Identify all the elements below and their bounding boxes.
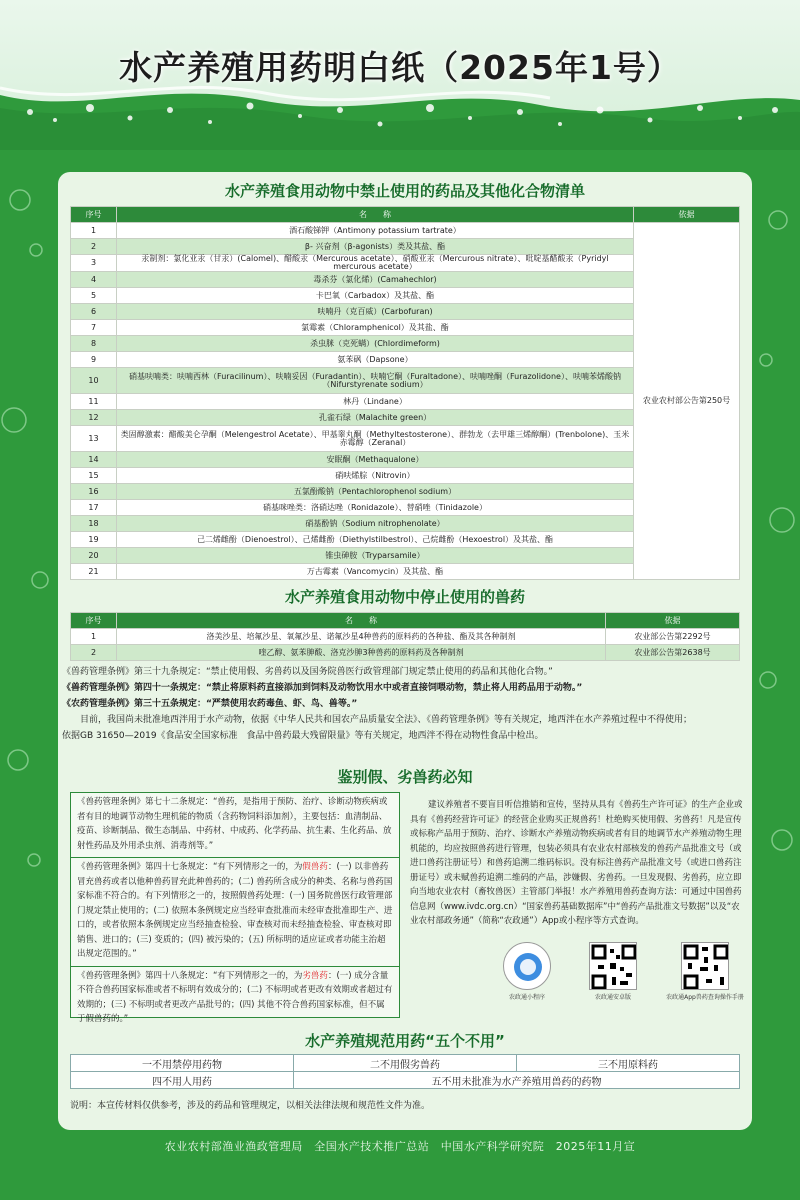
row-name: 己二烯雌酚（Dienoestrol）、己烯雌酚（Diethylstilbestrol）、己烷雌酚（Hexoestrol）及其盐、酯 [117,532,634,548]
five-no-row-1 [71,1055,740,1072]
five-no-title: 水产养殖规范用药“五个不用” [305,1032,505,1050]
table-row [71,629,740,645]
row-no: 6 [71,304,117,320]
row-no: 14 [71,452,117,468]
row-name: 硝基酚钠（Sodium nitrophenolate） [117,516,634,532]
five-no-table [70,1054,740,1089]
header-name: 名 称 [117,613,606,629]
row-name: 林丹（Lindane） [117,394,634,410]
regulation-text [62,664,692,744]
article-72: 《兽药管理条例》第七十二条规定：“兽药，是指用于预防、治疗、诊断动物疾病或者有目的地调节动物生理机能的物质（含药物饲料添加剂），主要包括：血清制品、疫苗、诊断制品、微生态制品、中药材、中成药、化学药品、抗生素、生化药品、放射性药品及外用杀虫剂、消毒剂等。” [71,793,399,858]
row-name: 硝基呋喃类：呋喃西林（Furacilinum）、呋喃妥因（Furadantin）、呋喃它酮（Furaltadone）、呋喃唑酮（Furazolidone）、呋喃苯烯酸钠（Nifurstyrenate sodium） [117,368,634,394]
regulation-box [70,792,400,1024]
table-row [71,645,740,661]
row-no: 10 [71,368,117,394]
row-name: 五氯酚酸钠（Pentachlorophenol sodium） [117,484,634,500]
article-48-post: ：(一) 成分含量不符合兽药国家标准或者不标明有效成分的；(二) 不标明或者更改有效期或者超过有效期的；(三) 不标明或者更改产品批号的；(四) 其他不符合兽药国家标准，但不属于假兽药的。” [77,970,393,1024]
qr-label: 农政通安卓版 [594,994,631,1001]
identify-title: 鉴别假、劣兽药必知 [337,768,473,786]
row-name: 氯霉素（Chloramphenicol）及其盐、酯 [117,320,634,336]
five-no-item: 三不用原料药 [517,1055,740,1072]
five-no-item: 二不用假劣兽药 [294,1055,517,1072]
row-name: 呋喃丹（克百威）(Carbofuran) [117,304,634,320]
row-no: 21 [71,564,117,580]
stopped-table-header [71,613,740,629]
header-basis: 依据 [634,207,740,223]
fake-drug-label: 假兽药 [302,862,328,872]
content-panel [58,172,752,1130]
row-basis: 农业部公告第2638号 [606,645,740,661]
page-title: 水产养殖用药明白纸（2025年1号） [119,48,681,87]
row-no: 19 [71,532,117,548]
advice-paragraph: 建议养殖者不要盲目听信推销和宣传，坚持从具有《兽药生产许可证》的生产企业或具有《兽药经营许可证》的经营企业购买正规兽药！杜绝购买使用假、劣兽药！凡是宣传或标称产品用于预防、治疗、诊断水产养殖动物疾病或者有目的地调节水产养殖动物生理机能的，均应按照兽药进行管理，包装必须具有农业农村部核发的兽药产品批准文号（或进口兽药注册证号）和兽药追溯二维码标识。没有标注兽药产品批准文号（或进口兽药注册证号）或未赋兽药追溯二维码的产品，涉嫌假、劣兽药。一旦发现假、劣兽药，应立即向当地农业农村（畜牧兽医）主管部门举报！水产养殖用兽药查询方法：可通过中国兽药信息网（www.ivdc.org.cn）“国家兽药基础数据库”中“兽药产品批准文号数据”以及“农业农村部政务通”（简称“农政通”）App或小程序等方式查询。 [410,800,743,926]
diazepam-paragraph: 目前，我国尚未批准地西泮用于水产动物，依据《中华人民共和国农产品质量安全法》、《兽药管理条例》等有关规定，地西泮在水产养殖过程中不得使用；依据GB 31650—2019《食品安全国家标准 食品中兽药最大残留限量》等有关规定，地西泮不得在动物性食品中检出。 [62,715,692,741]
row-name: 万古霉素（Vancomycin）及其盐、酯 [117,564,634,580]
row-name: 锥虫砷胺（Tryparsamile） [117,548,634,564]
qr-code-icon [589,942,637,990]
row-name: 洛美沙星、培氟沙星、氧氟沙星、诺氟沙星4种兽药的原料药的各种盐、酯及其各种制剂 [117,629,606,645]
advice-text [410,798,745,929]
row-no: 11 [71,394,117,410]
regulation-35: 《农药管理条例》第三十五条规定：“严禁使用农药毒鱼、虾、鸟、兽等。” [62,699,358,709]
row-name: 毒杀芬（氯化烯）(Camahechlor) [117,272,634,288]
row-no: 4 [71,272,117,288]
qr-android[interactable] [588,942,638,1002]
row-name: 氨苯砜（Dapsone） [117,352,634,368]
banned-basis: 农业农村部公告第250号 [634,223,740,580]
bubble-decoration-right [752,160,800,920]
header-banner [0,0,800,150]
bubble-decoration-left [0,160,58,920]
row-no: 7 [71,320,117,336]
footer-organizations: 农业农村部渔业渔政管理局 全国水产技术推广总站 中国水产科学研究院 2025年11月宣 [164,1140,636,1153]
article-48-pre: 《兽药管理条例》第四十八条规定：“有下列情形之一的，为 [77,970,303,981]
article-47-pre: 《兽药管理条例》第四十七条规定：“有下列情形之一的，为 [77,862,303,872]
row-no: 17 [71,500,117,516]
header-no: 序号 [71,613,117,629]
row-no: 16 [71,484,117,500]
qr-code-icon [681,942,729,990]
row-no: 20 [71,548,117,564]
qr-label: 农政通App兽药查询操作手册 [666,994,744,1001]
row-name: 孔雀石绿（Malachite green） [117,410,634,426]
qr-manual[interactable] [666,942,744,1002]
row-no: 12 [71,410,117,426]
row-no: 13 [71,426,117,452]
qr-label: 农政通小程序 [508,994,545,1001]
qr-group [478,942,748,1022]
row-name: 杀虫脒（克死螨）(Chlordimeform) [117,336,634,352]
row-no: 1 [71,629,117,645]
qr-miniprogram[interactable] [502,942,552,1002]
row-name: 卡巴氧（Carbadox）及其盐、酯 [117,288,634,304]
stopped-list-title: 水产养殖食用动物中停止使用的兽药 [284,588,525,606]
stopped-table [70,612,740,661]
header-name: 名 称 [117,207,634,223]
row-name: 安眠酮（Methaqualone） [117,452,634,468]
row-no: 5 [71,288,117,304]
row-name: β- 兴奋剂（β-agonists）类及其盐、酯 [117,239,634,255]
row-no: 15 [71,468,117,484]
row-no: 9 [71,352,117,368]
five-no-row-2 [71,1072,740,1089]
row-name: 汞制剂：氯化亚汞（甘汞）(Calomel)、醋酸汞（Mercurous acetate）、硝酸亚汞（Mercurous nitrate）、吡啶基醋酸汞（Pyridyl mercurous acetate） [117,255,634,272]
article-48 [71,967,399,1031]
article-47-post: ：(一) 以非兽药冒充兽药或者以他种兽药冒充此种兽药的；(二) 兽药所含成分的种类、名称与兽药国家标准不符合的。有下列情形之一的，按照假兽药处理：(一) 国务院兽医行政管理部门规定禁止使用的；(二) 依照本条例规定应当经审查批准而未经审查批准即生产、进口的，或者依照本条例规定应当经抽查检验、审查核对而未经抽查检验、审查核对即销售、进口的；(三) 变质的；(四) 被污染的；(五) 所标明的适应证或者功能主治超出规定范围的。” [77,862,393,959]
regulation-39: 《兽药管理条例》第三十九条规定：“禁止使用假、劣兽药以及国务院兽医行政管理部门规定禁止使用的药品和其他化合物。” [62,667,553,677]
banned-list-title: 水产养殖食用动物中禁止使用的药品及其他化合物清单 [224,182,585,200]
five-no-item: 四不用人用药 [71,1072,294,1089]
row-no: 18 [71,516,117,532]
table-row [71,223,740,239]
five-no-item: 五不用未批准为水产养殖用兽药的药物 [294,1072,740,1089]
banned-table [70,206,740,580]
regulation-41: 《兽药管理条例》第四十一条规定：“禁止将原料药直接添加到饲料及动物饮用水中或者直接饲喂动物，禁止将人用药品用于动物。” [62,683,583,693]
row-name: 喹乙醇、氨苯胂酸、洛克沙胂3种兽药的原料药及各种制剂 [117,645,606,661]
disclaimer-note: 说明：本宣传材料仅供参考，涉及的药品和管理规定，以相关法律法规和规范性文件为准。 [70,1101,431,1111]
row-no: 1 [71,223,117,239]
banned-table-header [71,207,740,223]
header-basis: 依据 [606,613,740,629]
row-name: 酒石酸锑钾（Antimony potassium tartrate） [117,223,634,239]
row-no: 3 [71,255,117,272]
row-basis: 农业部公告第2292号 [606,629,740,645]
row-name: 类固醇激素：醋酸美仑孕酮（Melengestrol Acetate）、甲基睾丸酮（Methyltestosterone）、群勃龙（去甲雄三烯醇酮）(Trenbolone)、玉米赤霉醇（Zeranal） [117,426,634,452]
five-no-item: 一不用禁停用药物 [71,1055,294,1072]
row-no: 8 [71,336,117,352]
row-name: 硝基咪唑类：洛硝达唑（Ronidazole）、替硝唑（Tinidazole） [117,500,634,516]
miniprogram-code-icon [503,942,551,990]
header-no: 序号 [71,207,117,223]
row-no: 2 [71,239,117,255]
inferior-drug-label: 劣兽药 [302,970,328,981]
article-47 [71,858,399,967]
row-name: 硝呋烯腙（Nitrovin） [117,468,634,484]
row-no: 2 [71,645,117,661]
